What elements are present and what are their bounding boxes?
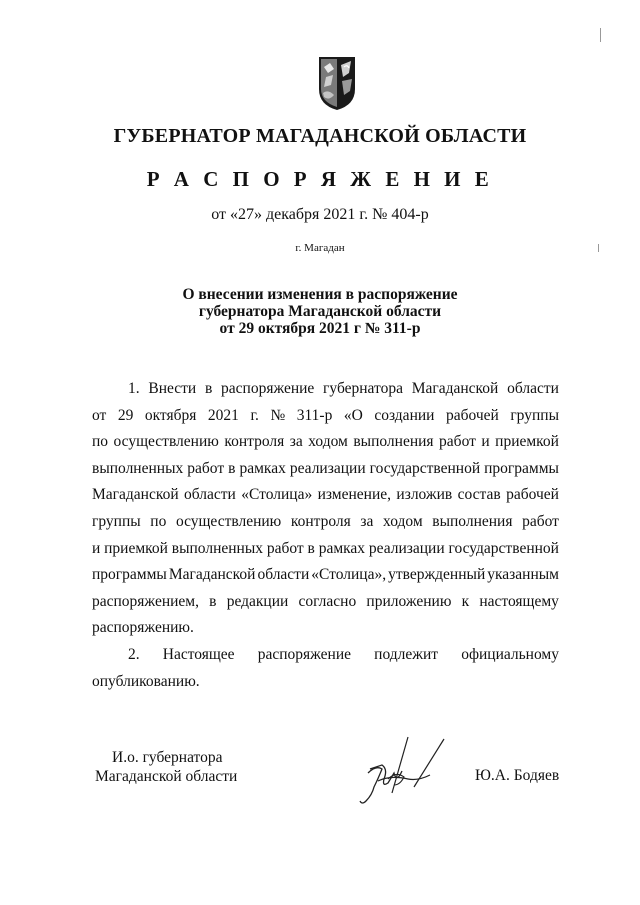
word: осуществлению [175,512,282,530]
margin-mark [600,28,601,42]
word: выполнения [353,433,434,451]
word: контроля [290,512,351,530]
word: приложению [366,592,452,610]
word: рабочей [445,406,499,424]
word: создании [374,406,435,424]
word: государственной [369,459,481,477]
word: № [270,406,286,424]
word: и [481,433,490,451]
word: изменение, [317,486,392,504]
document-subject [0,286,640,337]
word: в [209,592,217,610]
word: настоящему [479,592,559,610]
subject-line: от 29 октября 2021 г № 311-р [219,320,421,337]
word: октября [144,406,197,424]
word: государственной [448,539,559,557]
word: «Столица», [311,566,387,584]
word: выполненных [92,459,184,477]
word: 2021 [207,406,239,424]
word: 311-р [296,406,333,424]
subject-line: О внесении изменения в распоряжение [182,286,458,303]
word: за [360,512,374,530]
word: редакции [226,592,289,610]
word: «О [343,406,363,424]
word: Магаданской [92,486,179,504]
word: области [257,566,310,584]
word: области [507,380,559,397]
word: распоряжение [257,646,352,663]
word: к [461,592,470,610]
handwritten-signature [348,735,448,810]
word: г. [250,406,259,424]
magadan-coat-of-arms-icon [318,55,356,111]
word: осуществлению [113,433,219,451]
word: по [92,433,109,451]
word: изложив [396,486,453,504]
word: распоряжению. [92,619,194,637]
text-line [92,509,559,536]
word: 1. [128,380,140,397]
margin-mark [598,244,599,252]
text-line [92,642,559,669]
word: губернатора [323,380,403,397]
document-city: г. Магадан [295,242,345,254]
word: реализации [289,459,366,477]
paragraph-1 [92,376,559,642]
word: группы [92,512,141,530]
word: состав [457,486,501,504]
word: выполненных [171,539,264,557]
word: подлежит [374,646,439,663]
issuing-authority: ГУБЕРНАТОР МАГАДАНСКОЙ ОБЛАСТИ [113,125,527,147]
text-line [92,482,559,509]
word: рамках [318,539,366,557]
word: 29 [117,406,134,424]
text-line [92,456,559,483]
word: контроля [224,433,285,451]
word: ходом [308,433,348,451]
word: указанным [487,566,559,584]
word: и [92,539,101,557]
signatory-position [95,748,237,786]
word: Магаданской [411,380,499,397]
document-type-title: Р А С П О Р Я Ж Е Н И Е [146,167,494,191]
subject-line: губернатора Магаданской области [198,303,442,320]
word: за [289,433,303,451]
word: Магаданской [168,566,256,584]
word: реализации [368,539,445,557]
text-line [92,589,559,616]
word: группы [510,406,559,424]
text-line [92,536,559,563]
text-line [92,562,559,589]
word: официальному [461,646,559,663]
word: программы [484,459,559,477]
word: распоряжение [221,380,315,397]
word: ходом [383,512,423,530]
word: от [92,406,107,424]
word: выполнения [432,512,513,530]
word: работ [439,433,476,451]
word: программы [92,566,167,584]
word: согласно [298,592,357,610]
word: опубликованию. [92,672,200,690]
word: по [150,512,167,530]
word: работ [522,512,559,530]
word: приемкой [104,539,168,557]
text-line [92,615,559,642]
word: 2. [128,646,140,663]
text-line [92,429,559,456]
position-line: Магаданской области [95,768,238,785]
word: Внести [148,380,197,397]
word: Настоящее [162,646,235,663]
signatory-name: Ю.А. Бодяев [475,767,560,784]
word: работ [187,459,225,477]
word: области [184,486,236,504]
word: приемкой [495,433,559,451]
text-line [92,376,559,403]
word: рамках [239,459,286,477]
document-date-number: от «27» декабря 2021 г. № 404-р [211,206,429,223]
paragraph-2 [92,642,559,695]
word: в [228,459,236,477]
word: рабочей [506,486,559,504]
text-line [92,403,559,430]
word: «Столица» [241,486,313,504]
word: работ [266,539,304,557]
word: утвержденный [388,566,486,584]
position-line: И.о. губернатора [112,749,223,766]
word: в [307,539,315,557]
word: распоряжением, [92,592,199,610]
word: в [204,380,213,397]
text-line [92,669,559,696]
